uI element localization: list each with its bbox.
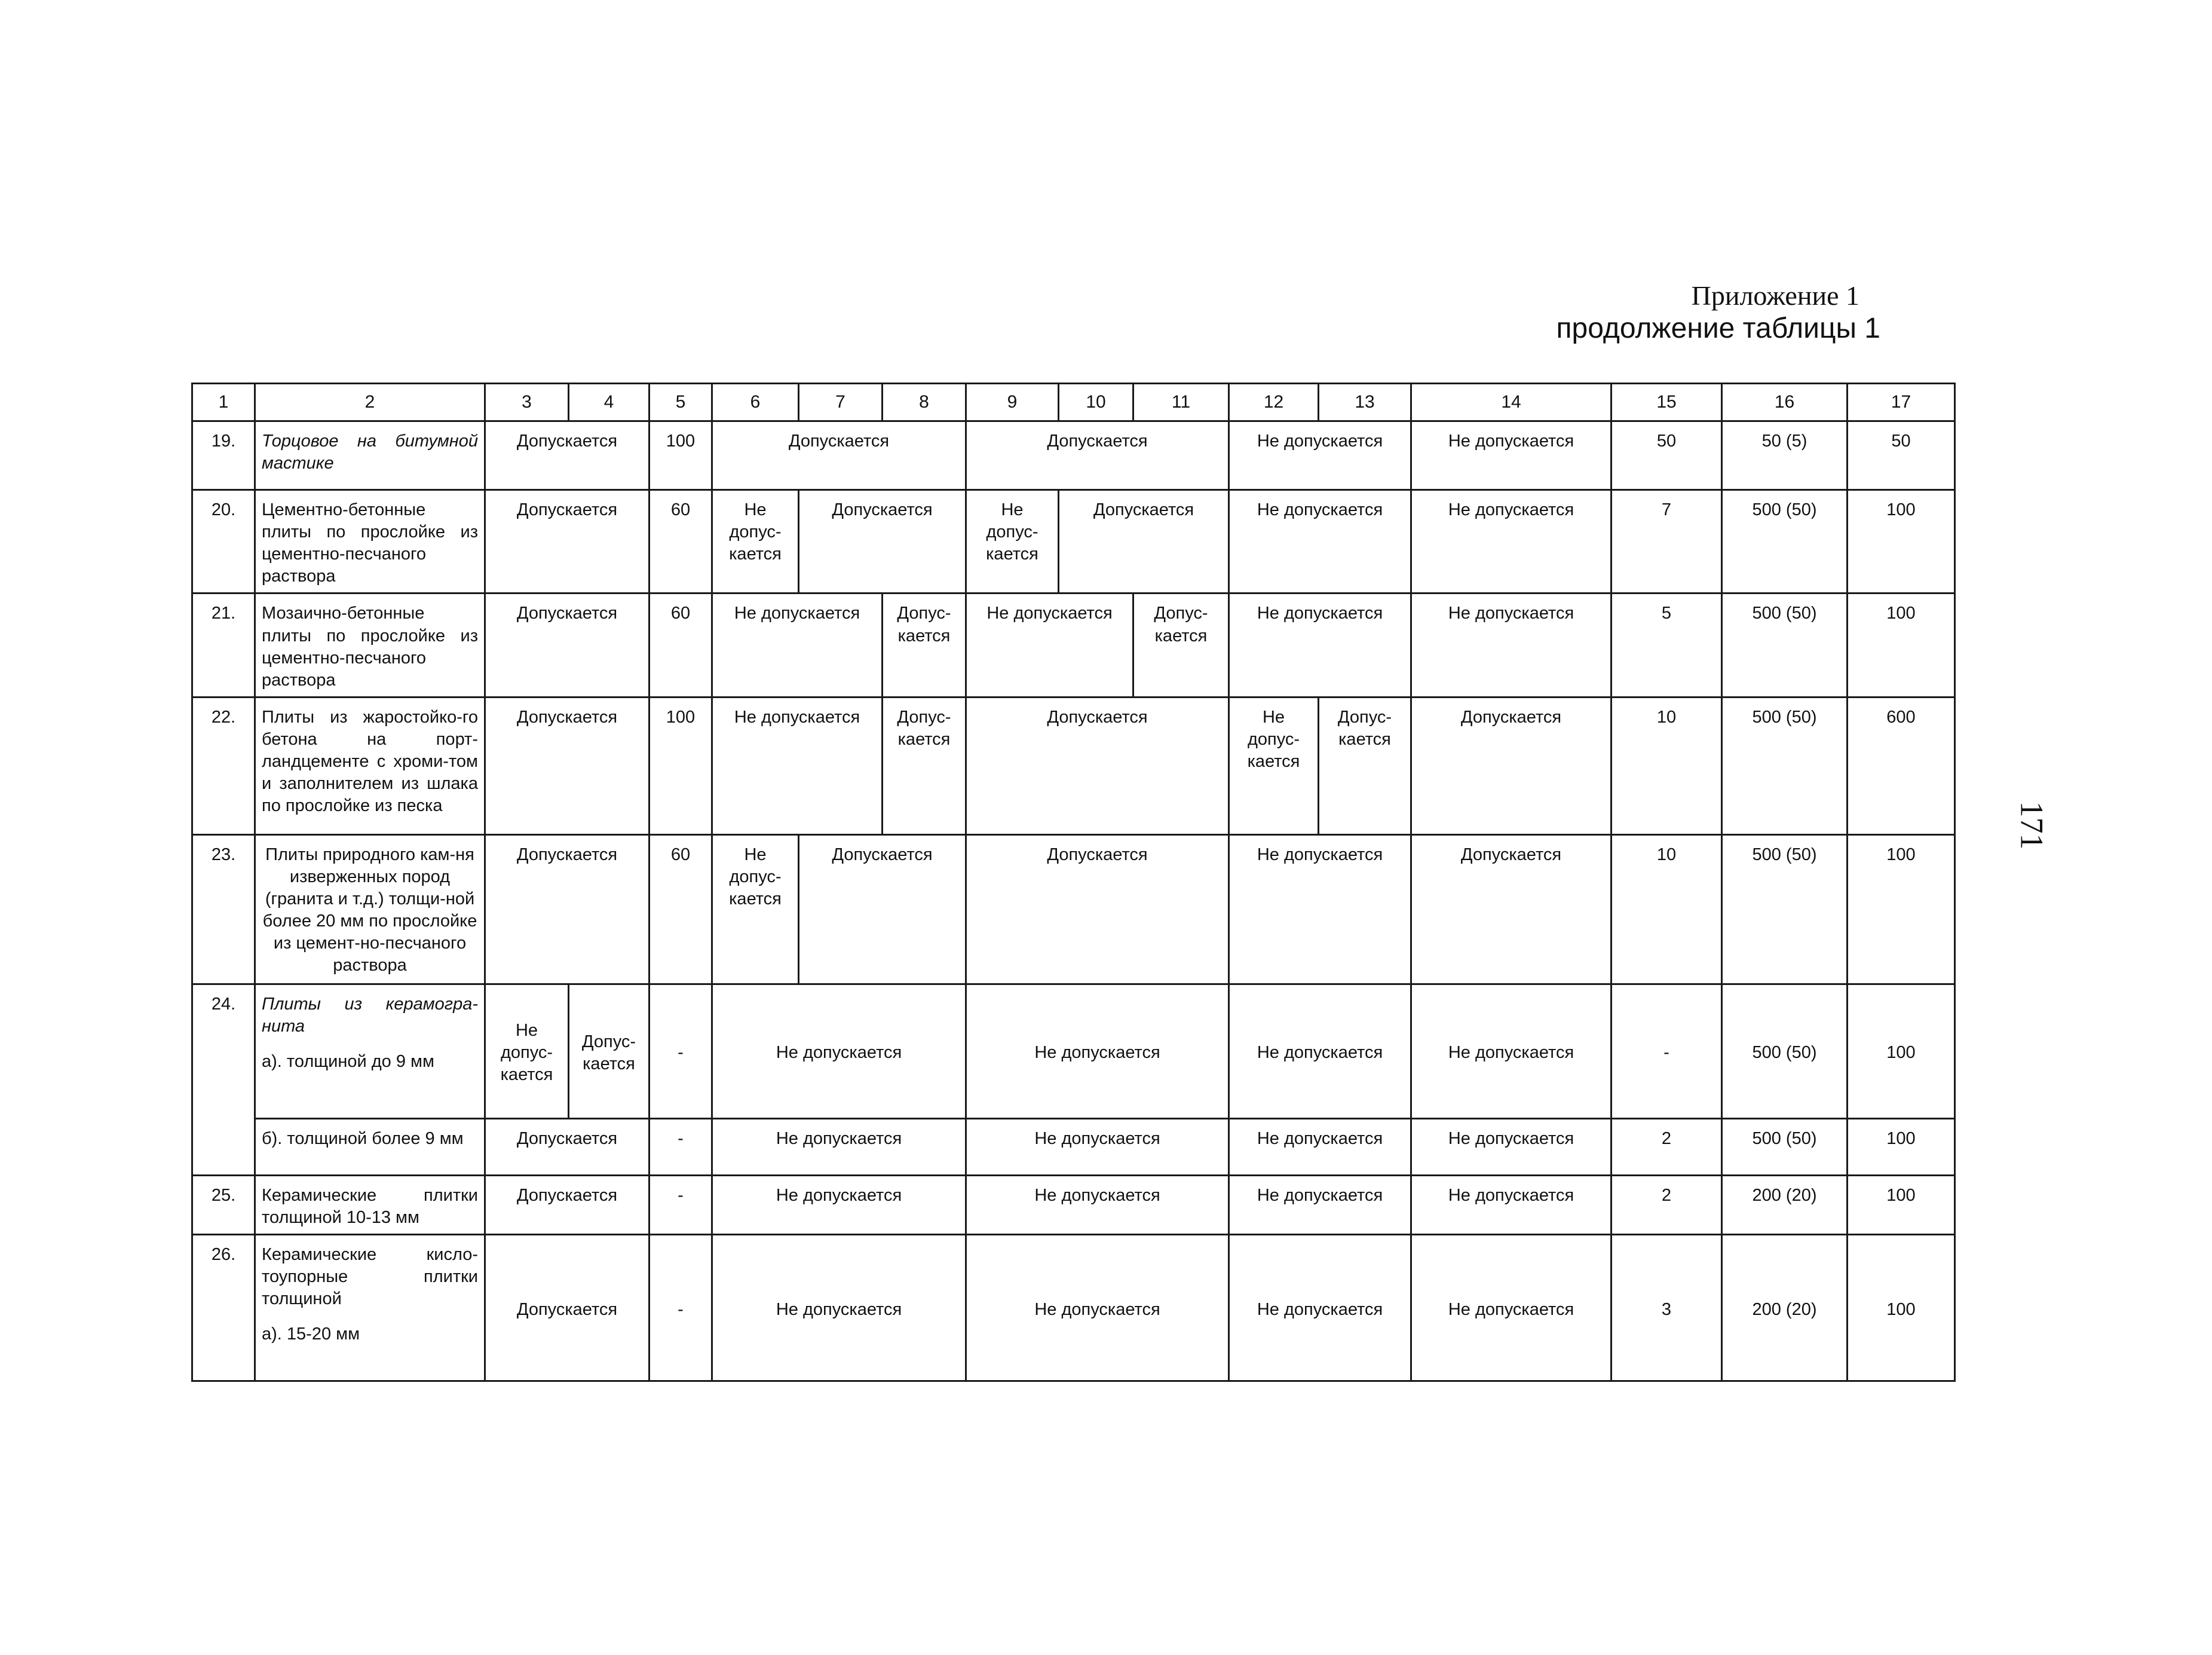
table-row: [192, 1175, 1955, 1234]
cell: 100: [649, 421, 712, 490]
cell: Не допускается: [966, 1235, 1229, 1381]
table-row: [192, 490, 1955, 594]
cell: Не допускается: [712, 594, 883, 697]
cell: Не допус-кается: [966, 490, 1059, 594]
row-subitem-a: а). 15-20 мм: [262, 1324, 360, 1344]
table-row: [192, 1235, 1955, 1381]
row-number: 20.: [192, 490, 255, 594]
cell: Не допускается: [712, 1235, 966, 1381]
cell: 100: [1848, 834, 1955, 984]
cell: 10: [1611, 834, 1722, 984]
cell: Допускается: [485, 834, 649, 984]
row-name-text: Керамические кисло-тоупорные плитки толщиной: [262, 1245, 478, 1309]
cell: Не допускается: [966, 594, 1133, 697]
table-continuation-title: продолжение таблицы 1: [1556, 313, 1880, 344]
cell: Не допускается: [712, 697, 883, 834]
cell: Допус-кается: [1319, 697, 1411, 834]
row-name: [255, 1235, 485, 1381]
cell: -: [649, 1235, 712, 1381]
appendix-label: Приложение 1: [1691, 280, 1859, 311]
row-name-text: Плиты из керамогра-нита: [262, 994, 478, 1036]
row-name: Цементно-бетонные плиты по прослойке из цементно-песчаного раствора: [255, 490, 485, 594]
cell: 60: [649, 594, 712, 697]
cell: Допускается: [1059, 490, 1229, 594]
cell: Не допускается: [712, 984, 966, 1118]
row-subitem-a: а). толщиной до 9 мм: [262, 1052, 434, 1072]
cell: Не допускается: [1411, 1118, 1611, 1175]
cell: Допускается: [966, 697, 1229, 834]
cell: 7: [1611, 490, 1722, 594]
cell: 500 (50): [1722, 697, 1848, 834]
cell: Допускается: [485, 1235, 649, 1381]
cell: 500 (50): [1722, 490, 1848, 594]
row-name: Торцовое на битумной мастике: [255, 421, 485, 490]
cell: Допускается: [485, 594, 649, 697]
col-header: 14: [1411, 384, 1611, 421]
cell: Допускается: [966, 834, 1229, 984]
cell: 5: [1611, 594, 1722, 697]
cell: Не допускается: [1411, 594, 1611, 697]
column-number-row: [192, 384, 1955, 421]
cell: -: [649, 1175, 712, 1234]
col-header: 17: [1848, 384, 1955, 421]
page-number: 171: [2014, 801, 2050, 850]
cell: Не допускается: [1229, 984, 1411, 1118]
table-row: [192, 834, 1955, 984]
cell: Не допускается: [966, 1118, 1229, 1175]
cell: Допус-кается: [883, 697, 966, 834]
col-header: 16: [1722, 384, 1848, 421]
cell: 100: [1848, 984, 1955, 1118]
cell: Не допускается: [1229, 1175, 1411, 1234]
col-header: 10: [1059, 384, 1133, 421]
cell: Не допускается: [712, 1118, 966, 1175]
cell: 10: [1611, 697, 1722, 834]
col-header: 6: [712, 384, 799, 421]
cell: Допускается: [1411, 697, 1611, 834]
cell: Не допускается: [1229, 594, 1411, 697]
cell: Допус-кается: [569, 984, 649, 1118]
col-header: 2: [255, 384, 485, 421]
cell: Допускается: [799, 834, 966, 984]
admixture-table: [191, 383, 1956, 1382]
cell: Допус-кается: [883, 594, 966, 697]
cell: Допускается: [485, 421, 649, 490]
cell: Не допускается: [1229, 421, 1411, 490]
cell: -: [649, 984, 712, 1118]
cell: Допускается: [485, 490, 649, 594]
cell: Не допускается: [1229, 490, 1411, 594]
cell: -: [1611, 984, 1722, 1118]
row-name: Мозаично-бетонные плиты по прослойке из цементно-песчаного раствора: [255, 594, 485, 697]
cell: 2: [1611, 1118, 1722, 1175]
cell: Допускается: [966, 421, 1229, 490]
row-number: 21.: [192, 594, 255, 697]
row-number: 26.: [192, 1235, 255, 1381]
cell: Не допускается: [1411, 490, 1611, 594]
cell: 100: [1848, 1235, 1955, 1381]
cell: 60: [649, 834, 712, 984]
cell: 100: [1848, 594, 1955, 697]
cell: Допускается: [485, 1118, 649, 1175]
cell: Допускается: [799, 490, 966, 594]
cell: Не допус-кается: [712, 834, 799, 984]
cell: 60: [649, 490, 712, 594]
col-header: 8: [883, 384, 966, 421]
cell: 500 (50): [1722, 594, 1848, 697]
col-header: 3: [485, 384, 569, 421]
cell: 200 (20): [1722, 1175, 1848, 1234]
col-header: 15: [1611, 384, 1722, 421]
col-header: 5: [649, 384, 712, 421]
table-row: [192, 984, 1955, 1118]
cell: Допускается: [485, 697, 649, 834]
cell: 500 (50): [1722, 834, 1848, 984]
col-header: 7: [799, 384, 883, 421]
cell: 100: [649, 697, 712, 834]
cell: 500 (50): [1722, 1118, 1848, 1175]
cell: 100: [1848, 1118, 1955, 1175]
cell: Допускается: [1411, 834, 1611, 984]
cell: 100: [1848, 1175, 1955, 1234]
cell: Допускается: [485, 1175, 649, 1234]
cell: -: [649, 1118, 712, 1175]
table-row: [192, 697, 1955, 834]
cell: Не допускается: [1411, 1235, 1611, 1381]
cell: 500 (50): [1722, 984, 1848, 1118]
cell: Не допускается: [1229, 1118, 1411, 1175]
row-number: 22.: [192, 697, 255, 834]
row-name: Керамические плитки толщиной 10-13 мм: [255, 1175, 485, 1234]
cell: Не допускается: [1411, 1175, 1611, 1234]
cell: 100: [1848, 490, 1955, 594]
cell: Не допускается: [1411, 984, 1611, 1118]
row-subitem-b: б). толщиной более 9 мм: [255, 1118, 485, 1175]
col-header: 11: [1133, 384, 1229, 421]
cell: Не допус-кается: [712, 490, 799, 594]
row-number: 19.: [192, 421, 255, 490]
row-name: Плиты природного кам-ня изверженных пород (гранита и т.д.) толщи-ной более 20 мм по прослойке из цемент-но-песчаного раствора: [255, 834, 485, 984]
cell: Не допускается: [1229, 1235, 1411, 1381]
cell: 50: [1611, 421, 1722, 490]
row-number: 25.: [192, 1175, 255, 1234]
row-number: 24.: [192, 984, 255, 1175]
col-header: 9: [966, 384, 1059, 421]
cell: 3: [1611, 1235, 1722, 1381]
cell: Не допускается: [966, 1175, 1229, 1234]
cell: 50 (5): [1722, 421, 1848, 490]
cell: Не допус-кается: [485, 984, 569, 1118]
cell: 50: [1848, 421, 1955, 490]
cell: 600: [1848, 697, 1955, 834]
cell: Не допускается: [1229, 834, 1411, 984]
table-row: [192, 1118, 1955, 1175]
cell: 200 (20): [1722, 1235, 1848, 1381]
table-row: [192, 594, 1955, 697]
col-header: 13: [1319, 384, 1411, 421]
row-name: [255, 984, 485, 1118]
cell: 2: [1611, 1175, 1722, 1234]
col-header: 4: [569, 384, 649, 421]
cell: Допускается: [712, 421, 966, 490]
col-header: 12: [1229, 384, 1319, 421]
cell: Не допускается: [966, 984, 1229, 1118]
cell: Допус-кается: [1133, 594, 1229, 697]
cell: Не допус-кается: [1229, 697, 1319, 834]
col-header: 1: [192, 384, 255, 421]
table-row: [192, 421, 1955, 490]
cell: Не допускается: [1411, 421, 1611, 490]
cell: Не допускается: [712, 1175, 966, 1234]
row-number: 23.: [192, 834, 255, 984]
row-name: Плиты из жаростойко-го бетона на порт-ландцементе с хроми-том и заполнителем из шлака по прослойке из песка: [255, 697, 485, 834]
